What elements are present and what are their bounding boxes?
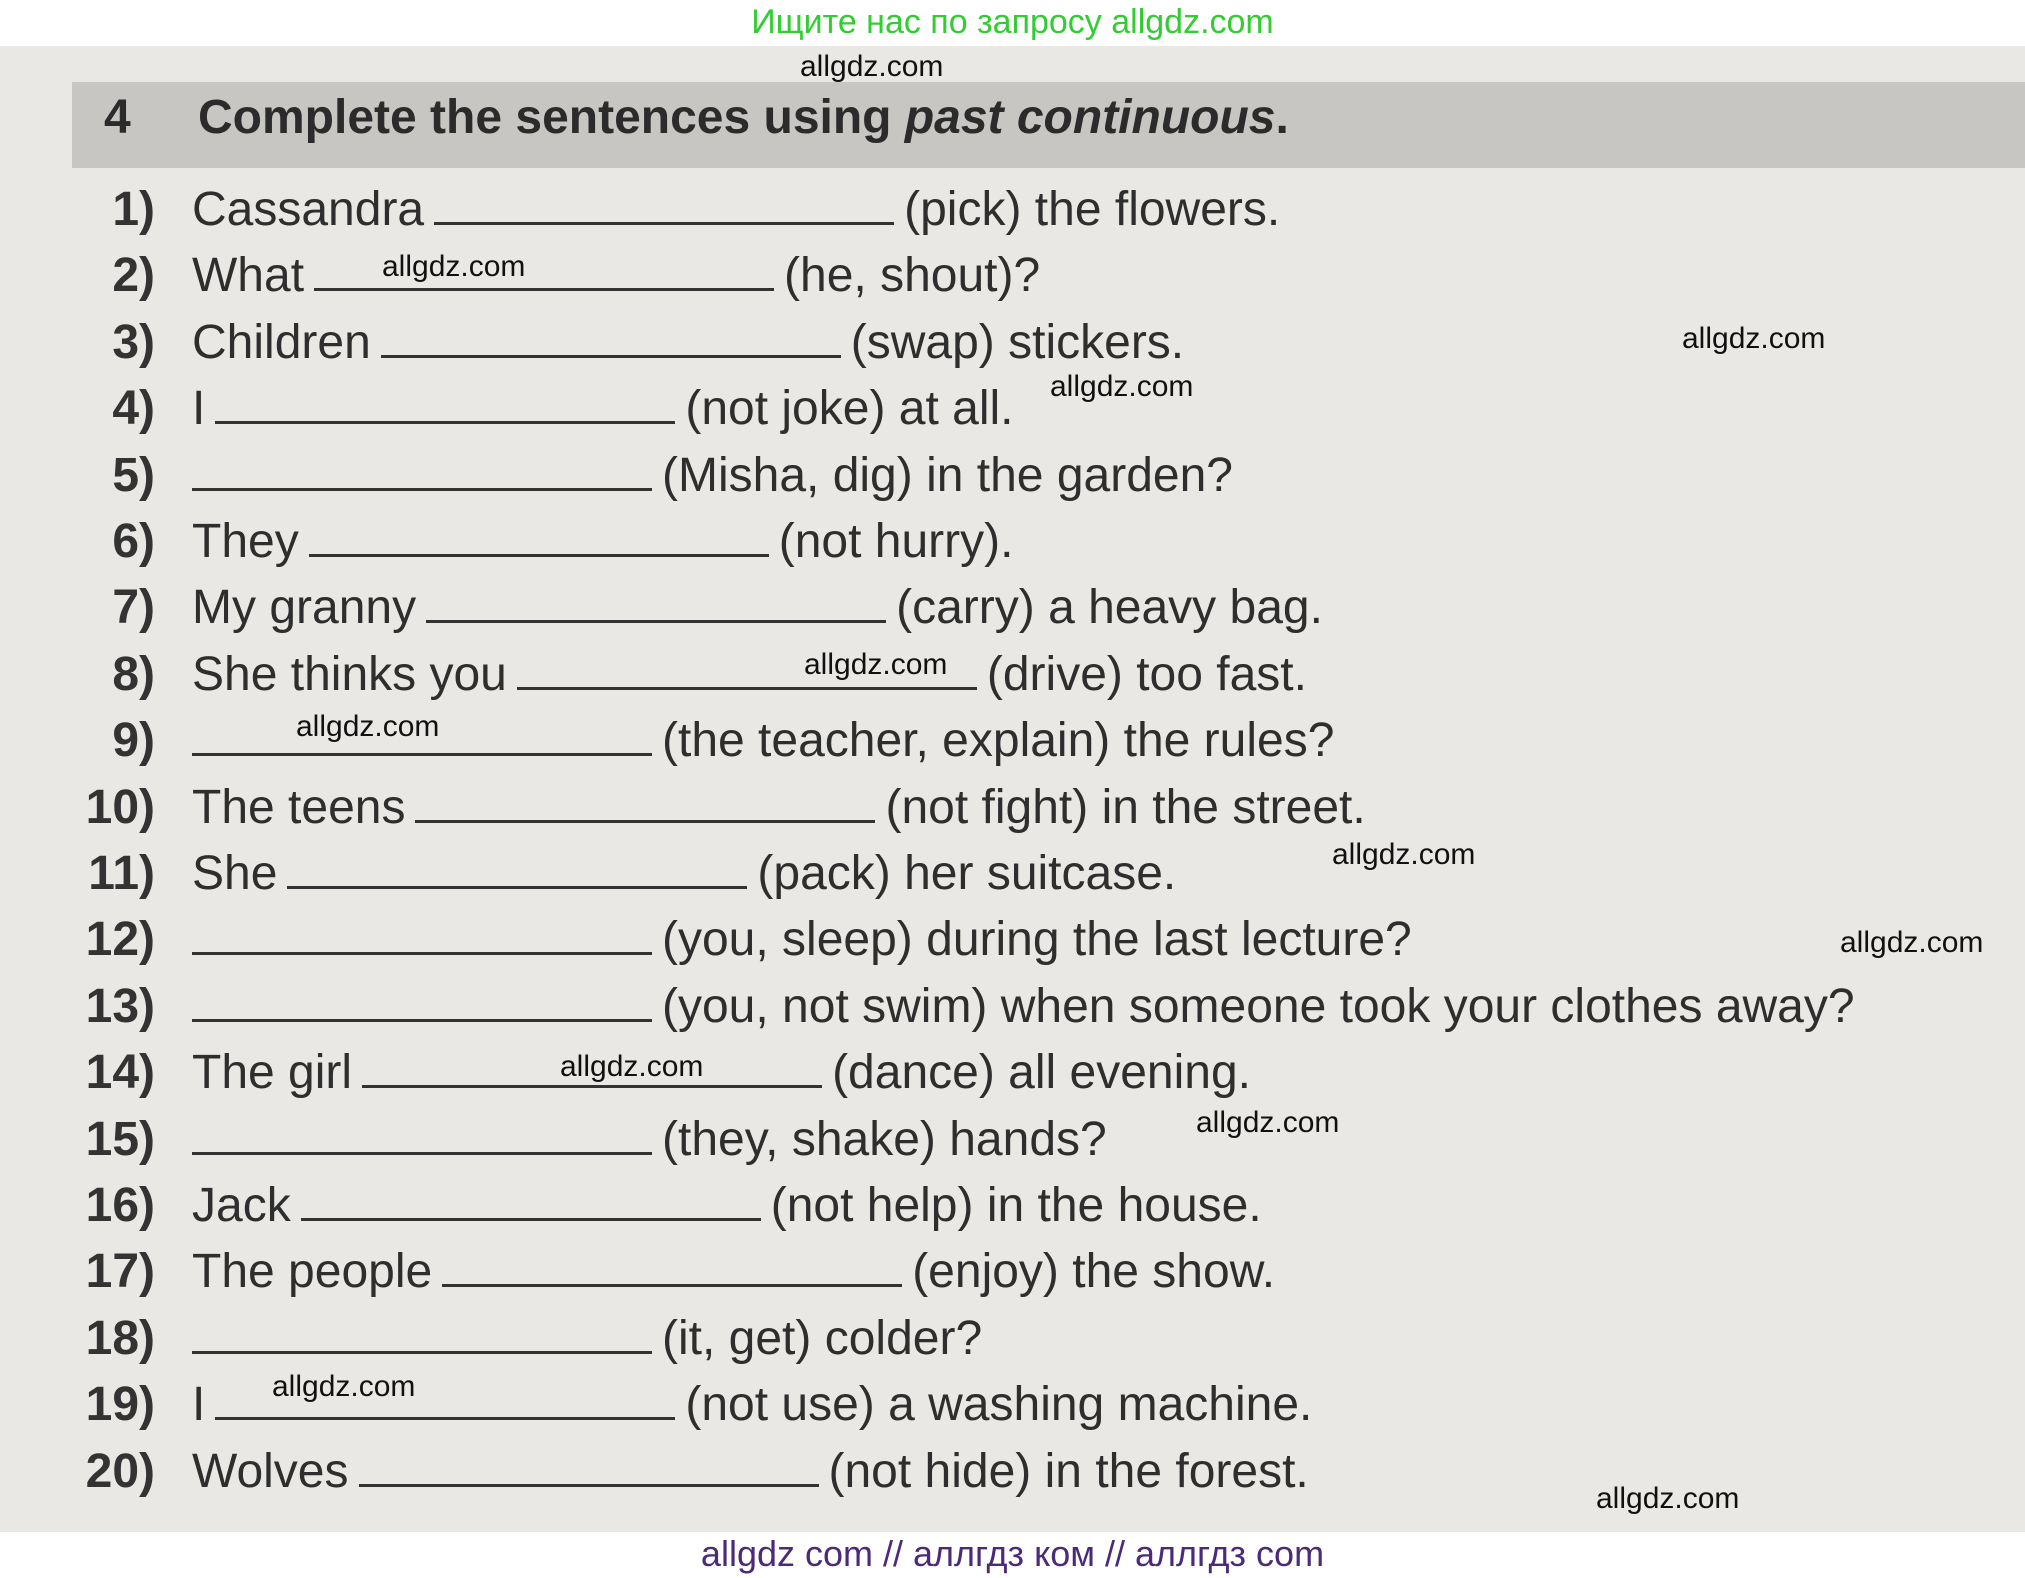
- sentence-end: (not use) a washing machine.: [685, 1378, 1313, 1432]
- sentence-start: I: [192, 382, 206, 436]
- sentence-text: [192, 1311, 982, 1366]
- sentence-text: [192, 647, 1307, 702]
- answer-blank[interactable]: [301, 1178, 761, 1221]
- sentence-text: [192, 315, 1184, 370]
- answer-blank[interactable]: [309, 514, 769, 557]
- item-number: 20): [85, 1444, 155, 1498]
- answer-blank[interactable]: [434, 182, 894, 225]
- bottom-banner: allgdz com // аллгдз ком // аллгдз com: [700, 1533, 1325, 1574]
- sentence-item: [0, 514, 2025, 574]
- sentence-text: [192, 1112, 1107, 1167]
- watermark: allgdz.com: [1840, 926, 1984, 959]
- exercise-title: [198, 90, 1289, 145]
- sentence-end: (carry) a heavy bag.: [896, 581, 1323, 635]
- sentence-end: (dance) all evening.: [832, 1046, 1251, 1100]
- sentence-text: [192, 182, 1280, 237]
- top-banner: Ищите нас по запросу allgdz.com: [751, 3, 1274, 41]
- sentence-item: [0, 1112, 2025, 1172]
- item-number: 19): [85, 1378, 155, 1432]
- sentence-text: [192, 780, 1366, 835]
- sentence-item: [0, 780, 2025, 840]
- sentence-end: (enjoy) the show.: [912, 1245, 1276, 1299]
- sentence-end: (drive) too fast.: [986, 647, 1307, 701]
- watermark: allgdz.com: [800, 50, 944, 83]
- watermark: allgdz.com: [1682, 322, 1826, 355]
- item-number: 9): [112, 714, 155, 768]
- sentence-text: [192, 1244, 1275, 1299]
- item-number: 10): [85, 780, 155, 834]
- sentence-item: [0, 1244, 2025, 1304]
- answer-blank[interactable]: [442, 1244, 902, 1287]
- sentence-text: [192, 1178, 1262, 1233]
- answer-blank[interactable]: [192, 448, 652, 491]
- item-number: 16): [85, 1179, 155, 1232]
- sentence-start: Jack: [192, 1179, 291, 1232]
- sentence-end: (not hide) in the forest.: [828, 1444, 1309, 1498]
- sentence-text: [192, 248, 1040, 303]
- sentence-text: [192, 514, 1013, 569]
- item-number: 4): [112, 382, 155, 436]
- sentence-item: [0, 580, 2025, 640]
- sentence-start: She thinks you: [192, 647, 507, 701]
- sentence-item: [0, 1178, 2025, 1238]
- sentence-start: What: [192, 249, 305, 303]
- item-number: 18): [85, 1311, 155, 1365]
- item-number: 2): [112, 249, 155, 303]
- watermark: allgdz.com: [1596, 1482, 1740, 1515]
- sentence-end: (not fight) in the street.: [885, 780, 1366, 834]
- watermark: allgdz.com: [1332, 838, 1476, 871]
- sentence-end: (you, not swim) when someone took your clothes away?: [662, 979, 1855, 1033]
- answer-blank[interactable]: [192, 1112, 652, 1155]
- exercise-title-emphasis: past continuous: [904, 91, 1276, 144]
- answer-blank[interactable]: [215, 381, 675, 424]
- sentence-text: [192, 448, 1233, 503]
- sentence-start: Wolves: [192, 1444, 349, 1498]
- answer-blank[interactable]: [192, 912, 652, 955]
- sentence-item: [0, 1045, 2025, 1105]
- answer-blank[interactable]: [359, 1444, 819, 1487]
- sentence-end: (you, sleep) during the last lecture?: [662, 913, 1412, 967]
- answer-blank[interactable]: [426, 580, 886, 623]
- sentence-start: They: [192, 515, 299, 568]
- sentence-text: [192, 979, 1855, 1034]
- sentence-end: (he, shout)?: [784, 249, 1041, 303]
- item-number: 11): [88, 847, 155, 900]
- sentence-text: [192, 381, 1014, 436]
- answer-blank[interactable]: [415, 780, 875, 823]
- sentence-start: Cassandra: [192, 183, 425, 236]
- sentence-start: Children: [192, 315, 371, 369]
- worksheet-page: [0, 46, 2025, 1532]
- sentence-end: (not hurry).: [778, 515, 1014, 568]
- sentence-end: (not help) in the house.: [770, 1179, 1262, 1232]
- item-number: 3): [112, 315, 155, 369]
- sentence-end: (swap) stickers.: [850, 315, 1185, 369]
- item-number: 7): [112, 581, 155, 635]
- exercise-number: 4: [104, 91, 131, 144]
- watermark: allgdz.com: [1196, 1106, 1340, 1139]
- sentence-start: The people: [192, 1245, 433, 1299]
- sentence-item: [0, 448, 2025, 508]
- sentence-item: [0, 647, 2025, 707]
- sentence-text: [192, 846, 1176, 901]
- answer-blank[interactable]: [192, 979, 652, 1022]
- sentence-start: My granny: [192, 581, 417, 635]
- sentence-start: The teens: [192, 780, 406, 834]
- sentence-end: (they, shake) hands?: [662, 1112, 1107, 1166]
- watermark: allgdz.com: [1050, 370, 1194, 403]
- watermark: allgdz.com: [560, 1050, 704, 1083]
- watermark: allgdz.com: [296, 710, 440, 743]
- sentence-item: [0, 1311, 2025, 1371]
- sentence-end: (pack) her suitcase.: [757, 847, 1177, 900]
- sentence-item: [0, 912, 2025, 972]
- sentence-text: [192, 1045, 1251, 1100]
- item-number: 13): [85, 979, 155, 1033]
- item-number: 12): [85, 913, 155, 967]
- item-number: 8): [112, 647, 155, 701]
- watermark: allgdz.com: [272, 1370, 416, 1403]
- sentence-start: She: [192, 847, 278, 900]
- item-number: 14): [85, 1046, 155, 1100]
- sentence-end: (the teacher, explain) the rules?: [662, 714, 1335, 768]
- item-number: 6): [112, 515, 155, 568]
- item-number: 1): [112, 183, 155, 236]
- exercise-title-prefix: Complete the sentences using: [198, 91, 905, 144]
- watermark: allgdz.com: [382, 250, 526, 283]
- sentence-end: (it, get) colder?: [662, 1311, 983, 1365]
- sentence-text: [192, 1444, 1309, 1499]
- sentence-text: [192, 580, 1323, 635]
- sentence-item: [0, 182, 2025, 242]
- sentence-item: [0, 979, 2025, 1039]
- answer-blank[interactable]: [287, 846, 747, 889]
- exercise-title-suffix: .: [1275, 91, 1289, 144]
- sentence-text: [192, 912, 1412, 967]
- sentence-end: (Misha, dig) in the garden?: [662, 448, 1233, 502]
- item-number: 15): [85, 1112, 155, 1166]
- answer-blank[interactable]: [381, 315, 841, 358]
- sentence-item: [0, 381, 2025, 441]
- watermark: allgdz.com: [804, 648, 948, 681]
- sentence-end: (not joke) at all.: [685, 382, 1014, 436]
- sentence-start: I: [192, 1378, 206, 1432]
- sentence-item: [0, 248, 2025, 308]
- item-number: 17): [85, 1245, 155, 1299]
- item-number: 5): [112, 448, 155, 502]
- answer-blank[interactable]: [192, 1311, 652, 1354]
- sentence-end: (pick) the flowers.: [904, 183, 1281, 236]
- sentence-item: [0, 846, 2025, 906]
- sentence-start: The girl: [192, 1046, 353, 1100]
